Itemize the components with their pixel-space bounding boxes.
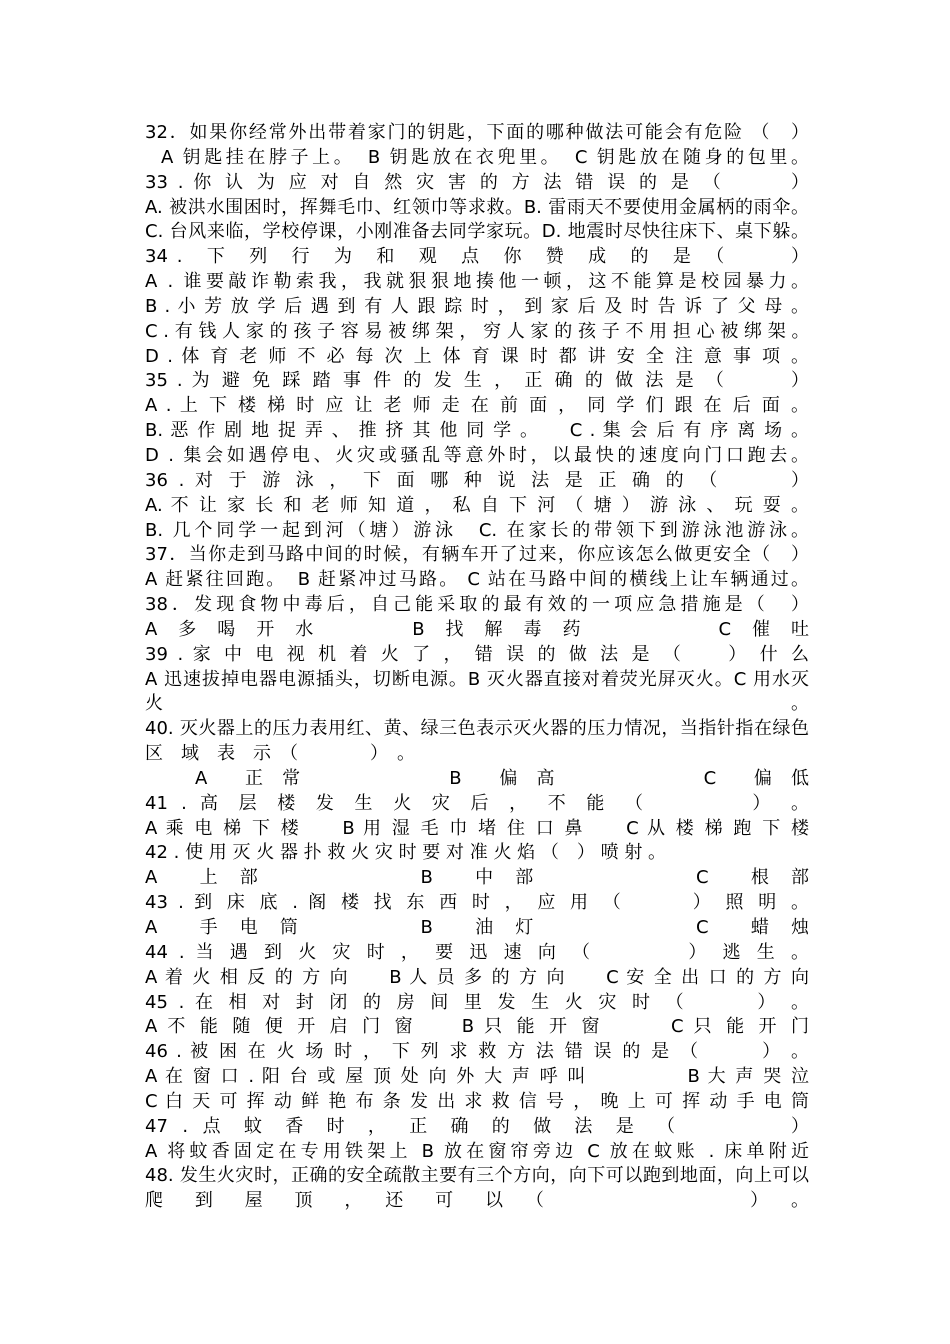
text-line: A 不 能 随 便 开 启 门 窗 B 只 能 开 窗 C 只 能 开 门 [145,1016,809,1038]
text-line: 爬 到 屋 顶 ， 还 可 以 （ ） 。 [145,1190,809,1212]
text-line: A 钥匙挂在脖子上。 B 钥匙放在衣兜里。 C 钥匙放在随身的包里。 [161,146,809,168]
text-line: A. 不 让 家 长 和 老 师 知 道 ， 私 自 下 河 （ 塘 ） 游 泳 、 玩 耍 。 [145,494,809,516]
text-line: 43 . 到 床 底 . 阁 楼 找 东 西 时 ， 应 用 （ ） 照 明 。 [145,892,809,914]
text-line: A 上 部 B 中 部 C 根 部 [145,867,809,889]
text-line: A . 上 下 楼 梯 时 应 让 老 师 走 在 前 面 ， 同 学 们 跟 在 后 面 。 [145,395,809,417]
text-line: 36 . 对 于 游 泳 ， 下 面 哪 种 说 法 是 正 确 的 （ ） [145,469,809,491]
text-line: A 迅速拔掉电器电源插头，切断电源。B 灭火器直接对着荧光屏灭火。C 用水灭 [145,668,809,690]
text-line: A 将蚊香固定在专用铁架上 B 放在窗帘旁边 C 放在蚊账 . 床单附近 [145,1140,809,1162]
text-line: B. 几个同学一起到河（塘）游泳 C. 在家长的带领下到游泳池游泳。 [145,519,809,541]
text-line: A 在 窗 口 . 阳 台 或 屋 顶 处 向 外 大 声 呼 叫 B 大 声 哭 泣 [145,1066,809,1088]
text-line: A 赶紧往回跑。 B 赶紧冲过马路。 C 站在马路中间的横线上让车辆通过。 [145,569,809,591]
text-line: B . 小 芳 放 学 后 遇 到 有 人 跟 踪 时 ， 到 家 后 及 时 告 诉 了 父 母 。 [145,295,809,317]
text-line: 33 . 你 认 为 应 对 自 然 灾 害 的 方 法 错 误 的 是 （ ） [145,171,809,193]
text-line: D . 集会如遇停电、火灾或骚乱等意外时，以最快的速度向门口跑去。 [145,444,809,466]
text-line: 35 . 为 避 免 踩 踏 事 件 的 发 生 ， 正 确 的 做 法 是 （ ） [145,370,809,392]
text-line: 41 . 高 层 楼 发 生 火 灾 后 ， 不 能 （ ） 。 [145,792,809,814]
text-line: 区 域 表 示 （ ） 。 [145,743,415,765]
text-line: 37．当你走到马路中间的时候，有辆车开了过来，你应该怎么做更安全（ ） [145,544,809,566]
text-line: C . 有 钱 人 家 的 孩 子 容 易 被 绑 架 ， 穷 人 家 的 孩 子 不 用 担 心 被 绑 架 。 [145,320,809,342]
text-line: 44 . 当 遇 到 火 灾 时 ， 要 迅 速 向 （ ） 逃 生 。 [145,941,809,963]
text-line: 39 . 家 中 电 视 机 着 火 了 ， 错 误 的 做 法 是 （ ） 什 么 [145,643,809,665]
question-list [145,121,809,1214]
text-line: 46 . 被 困 在 火 场 时 ， 下 列 求 救 方 法 错 误 的 是 （ ） 。 [145,1041,809,1063]
text-line: 火 。 [145,693,809,715]
text-line: D . 体 育 老 师 不 必 每 次 上 体 育 课 时 都 讲 安 全 注 意 事 项 。 [145,345,809,367]
text-line: A 着 火 相 反 的 方 向 B 人 员 多 的 方 向 C 安 全 出 口 的 方 向 [145,966,809,988]
text-line: 32．如果你经常外出带着家门的钥匙，下面的哪种做法可能会有危险 （ ） [145,122,809,143]
text-line: 38．发现食物中毒后，自己能采取的最有效的一项应急措施是（ ） [145,594,809,616]
text-line: C 白 天 可 挥 动 鲜 艳 布 条 发 出 求 救 信 号 ， 晚 上 可 挥 动 手 电 筒 [145,1090,809,1112]
text-line: A . 谁要敲诈勒索我，我就狠狠地揍他一顿，这不能算是校园暴力。 [145,271,809,293]
text-line: A 乘 电 梯 下 楼 B 用 湿 毛 巾 堵 住 口 鼻 C 从 楼 梯 跑 下 楼 [145,817,809,839]
text-line: 48. 发生火灾时，正确的安全疏散主要有三个方向，向下可以跑到地面，向上可以 [145,1165,809,1187]
text-line: A. 被洪水围困时，挥舞毛巾、红领巾等求救。B. 雷雨天不要使用金属柄的雨伞。 [145,196,809,218]
text-line: 34 . 下 列 行 为 和 观 点 你 赞 成 的 是 （ ） [145,246,809,268]
text-line: A 正 常 B 偏 高 C 偏 低 [195,767,809,789]
text-line: A 多 喝 开 水 B 找 解 毒 药 C 催 吐 [145,618,809,640]
text-line: C. 台风来临，学校停课，小刚准备去同学家玩。D. 地震时尽快往床下、桌下躲。 [145,221,809,243]
text-line: B. 恶 作 剧 地 捉 弄 、 推 挤 其 他 同 学 。 C . 集 会 后 有 序 离 场 。 [145,420,809,442]
text-line: 40. 灭火器上的压力表用红、黄、绿三色表示灭火器的压力情况，当指针指在绿色 [145,718,809,740]
text-line: 47 . 点 蚊 香 时 ， 正 确 的 做 法 是 （ ） [145,1115,809,1137]
text-line: 42 . 使 用 灭 火 器 扑 救 火 灾 时 要 对 准 火 焰 （ ） 喷 射 。 [145,842,667,864]
text-line: 45 . 在 相 对 封 闭 的 房 间 里 发 生 火 灾 时 （ ） 。 [145,991,809,1013]
text-line: A 手 电 筒 B 油 灯 C 蜡 烛 [145,917,809,938]
